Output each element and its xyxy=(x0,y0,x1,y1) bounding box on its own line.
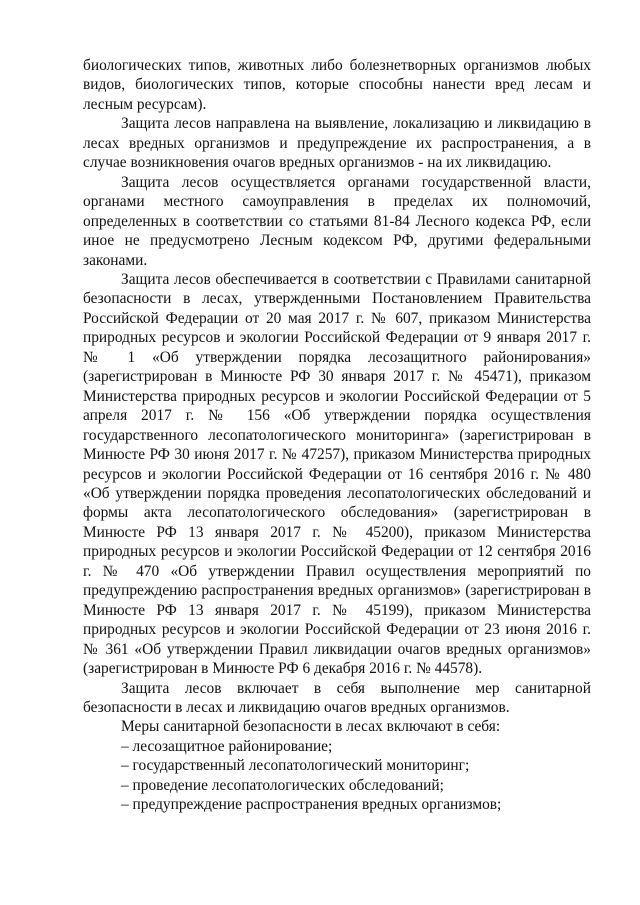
list-item: – проведение лесопатологических обследований; xyxy=(121,776,444,794)
paragraph-regulations: Защита лесов обеспечивается в соответствии с Правилами санитарной безопасности в лесах, утвержденными Постановлением Правительства Российской Федерации от 20 мая 2017 г. № 607, приказом Министерства природных ресурсов и экологии Российской Федерации от 9 января 2017 г. № 1 «Об утверждении порядка лесозащитного районирования» (зарегистрирован в Минюсте РФ 30 января 2017 г. № 45471), приказом Министерства природных ресурсов и экологии Российской Федерации от 5 апреля 2017 г. № 156 «Об утверждении порядка осуществления государственного лесопатологического мониторинга» (зарегистрирован в Минюсте РФ 30 июня 2017 г. № 47257), приказом Министерства природных ресурсов и экологии Российской Федерации от 16 сентября 2016 г. № 480 «Об утверждении порядка проведения лесопатологических обследований и формы акта лесопатологического обследования» (зарегистрирован в Минюсте РФ 13 января 2017 г. № 45200), приказом Министерства природных ресурсов и экологии Российской Федерации от 12 сентября 2016 г. № 470 «Об утверждении Правил осуществления мероприятий по предупреждению распространения вредных организмов» (зарегистрирован в Минюсте РФ 13 января 2017 г. № 45199), приказом Министерства природных ресурсов и экологии Российской Федерации от 23 июня 2016 г. № 361 «Об утверждении Правил ликвидации очагов вредных организмов» (зарегистрирован в Минюсте РФ 6 декабря 2016 г. № 44578). xyxy=(83,270,591,678)
paragraph-measures-intro: Меры санитарной безопасности в лесах включают в себя: xyxy=(121,718,501,736)
document-body xyxy=(83,56,591,815)
paragraph-continuation: биологических типов, животных либо болезнетворных организмов любых видов, биологических типов, которые способны нанести вред лесам и лесным ресурсам). xyxy=(83,57,591,113)
paragraph-forest-protection-aim: Защита лесов направлена на выявление, локализацию и ликвидацию в лесах вредных организмов и предупреждение их распространения, а в случае возникновения очагов вредных организмов - на их ликвидацию. xyxy=(83,115,591,172)
list-item: – предупреждение распространения вредных организмов; xyxy=(121,796,502,814)
list-item: – лесозащитное районирование; xyxy=(121,737,333,755)
list-item: – государственный лесопатологический мониторинг; xyxy=(121,757,470,775)
measures-list xyxy=(83,737,591,815)
paragraph-forest-protection-authorities: Защита лесов осуществляется органами государственной власти, органами местного самоуправления в пределах их полномочий, определенных в соответствии со статьями 81-84 Лесного кодекса РФ, если иное не предусмотрено Лесным кодексом РФ, другими федеральными законами. xyxy=(83,173,591,269)
paragraph-protection-includes: Защита лесов включает в себя выполнение мер санитарной безопасности в лесах и ликвидацию очагов вредных организмов. xyxy=(83,679,591,716)
